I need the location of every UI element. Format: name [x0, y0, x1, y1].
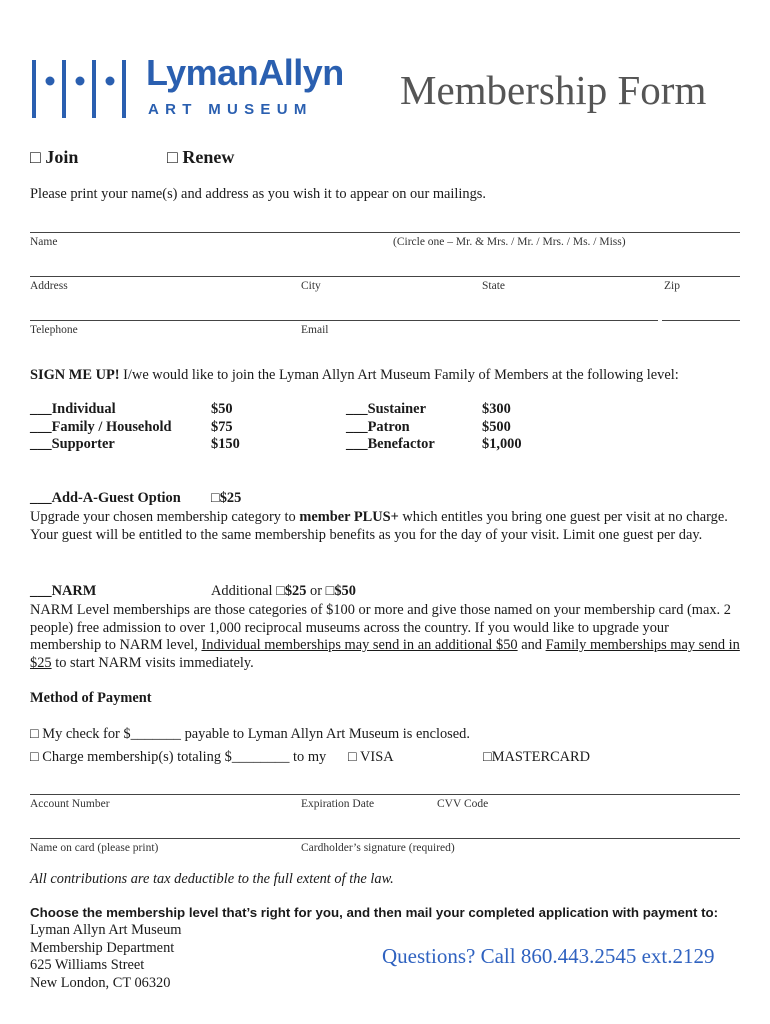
charge-option[interactable]: □ Charge membership(s) totaling $________ to my [30, 749, 327, 765]
guest-description: Upgrade your chosen membership category to member PLUS+ which entitles you bring one guest per visit at no charge. Your guest will be entitled to the same membership benefits as you for the day of your visit. Limit one guest per day. [30, 509, 728, 543]
levels-right [346, 401, 522, 454]
narm-50-checkbox[interactable]: □$50 [325, 583, 356, 599]
level-family[interactable]: ___Family / Household $75 [30, 418, 233, 435]
signup-text [30, 367, 679, 385]
level-patron[interactable]: ___Patron $500 [346, 418, 511, 435]
renew-checkbox[interactable]: □ Renew [167, 147, 235, 167]
check-option[interactable]: □ My check for $_______ payable to Lyman Allyn Art Museum is enclosed. [30, 726, 470, 742]
mail-heading: Choose the membership level that’s right for you, and then mail your completed application with payment to: [30, 905, 719, 920]
card-number-field[interactable] [30, 794, 740, 795]
signup-lead: SIGN ME UP! [30, 367, 120, 383]
logo-subtitle: ART MUSEUM [148, 101, 313, 118]
tax-note: All contributions are tax deductible to the full extent of the law. [30, 871, 394, 887]
level-sustainer[interactable]: ___Sustainer $300 [346, 401, 511, 417]
email-label: Email [301, 324, 329, 336]
name-label: Name [30, 236, 58, 248]
narm-description: NARM Level memberships are those categories of $100 or more and give those named on your membership card (max. 2 people) free admission to over 1,000 reciprocal museums across the country. If you would like to upgrade your membership to NARM level, Individual memberships may send in an additional $50 and Family memberships may send in $25 to start NARM visits immediately. [30, 602, 740, 671]
logo-name: LymanAllyn [146, 52, 344, 93]
account-number-label: Account Number [30, 798, 110, 810]
address-label: Address [30, 280, 68, 292]
salutation-label: (Circle one – Mr. & Mrs. / Mr. / Mrs. / Ms. / Miss) [393, 236, 626, 248]
payment-heading: Method of Payment [30, 690, 152, 706]
city-label: City [301, 280, 321, 292]
zip-field[interactable] [662, 320, 740, 321]
narm-option[interactable]: ___NARM Additional □$25 or □$50 [30, 583, 356, 599]
intro-text: Please print your name(s) and address as you wish it to appear on our mailings. [30, 186, 487, 202]
cardholder-field[interactable] [30, 838, 740, 839]
address-field[interactable] [30, 276, 740, 277]
expiration-label: Expiration Date [301, 798, 375, 810]
name-field[interactable] [30, 232, 740, 233]
level-individual[interactable]: ___Individual $50 [30, 401, 233, 417]
level-benefactor[interactable]: ___Benefactor $1,000 [346, 436, 522, 453]
cvv-label: CVV Code [437, 798, 489, 810]
museum-logo-icon [30, 58, 130, 120]
visa-checkbox[interactable]: □ VISA [348, 749, 394, 765]
narm-label: ___NARM [30, 583, 97, 599]
mailing-address: Lyman Allyn Art Museum Membership Department 625 Williams Street New London, CT 06320 [30, 922, 182, 991]
questions-contact: Questions? Call 860.443.2545 ext.2129 [382, 944, 715, 968]
mastercard-checkbox[interactable]: □MASTERCARD [483, 749, 591, 765]
join-checkbox[interactable]: □ Join [30, 147, 79, 167]
telephone-label: Telephone [30, 324, 78, 336]
state-label: State [482, 280, 505, 292]
levels-left [30, 401, 240, 454]
page-title: Membership Form [400, 67, 707, 113]
narm-25-checkbox[interactable]: □$25 [276, 583, 307, 599]
name-on-card-label: Name on card (please print) [30, 842, 159, 854]
level-supporter[interactable]: ___Supporter $150 [30, 436, 240, 453]
signup-body: I/we would like to join the Lyman Allyn Art Museum Family of Members at the following level: [119, 367, 679, 383]
signature-label: Cardholder’s signature (required) [301, 842, 455, 854]
guest-label: ___Add-A-Guest Option [30, 490, 181, 506]
telephone-email-field[interactable] [30, 320, 658, 321]
guest-price[interactable]: □$25 [211, 490, 242, 506]
guest-option[interactable] [30, 490, 241, 508]
zip-label: Zip [664, 280, 680, 292]
